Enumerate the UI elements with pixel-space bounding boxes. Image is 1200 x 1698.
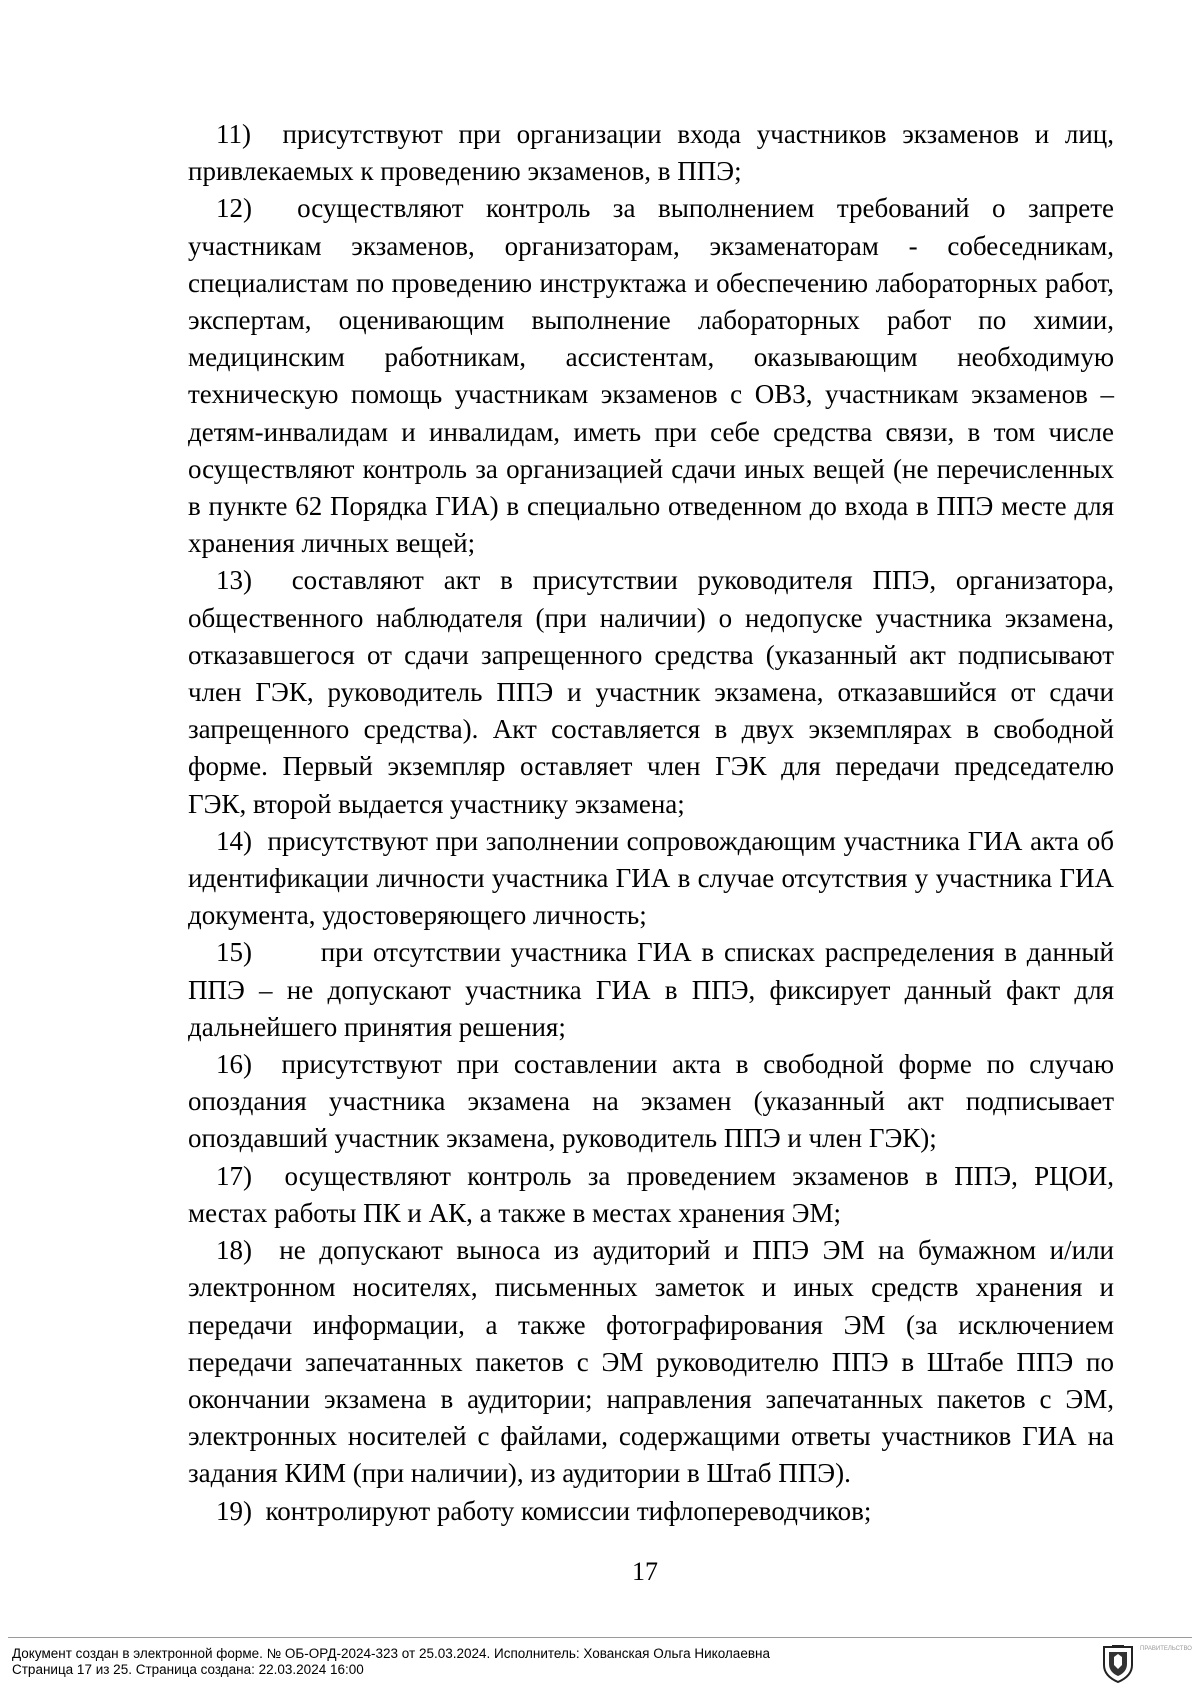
item-number: 13) <box>216 565 252 596</box>
list-item <box>188 1158 1114 1232</box>
item-number: 14) <box>216 825 252 856</box>
item-text: осуществляют контроль за выполнением требований о запрете участникам экзаменов, организаторам, экзаменаторам - собеседникам, специалистам по проведению инструктажа и обеспечению лабораторных работ, экспертам, оценивающим выполнение лабораторных работ по химии, медицинским работникам, ассистентам, оказывающим необходимую техническую помощь участникам экзаменов с ОВЗ, участникам экзаменов – детям-инвалидам и инвалидам, иметь при себе средства связи, в том числе осуществляют контроль за организацией сдачи иных вещей (не перечисленных в пункте 62 Порядка ГИА) в специально отведенном до входа в ППЭ месте для хранения личных вещей; <box>188 193 1115 559</box>
list-item <box>188 934 1114 1046</box>
item-number: 15) <box>216 937 252 968</box>
list-item <box>188 190 1114 562</box>
list-item <box>188 1232 1114 1492</box>
list-item <box>188 1046 1114 1158</box>
footer-document-info: Документ создан в электронной форме. № ОБ-ОРД-2024-323 от 25.03.2024. Исполнитель: Хованская Ольга Николаевна <box>12 1646 770 1661</box>
item-text: при отсутствии участника ГИА в списках распределения в данный ППЭ – не допускают участника ГИА в ППЭ, фиксирует данный факт для дальнейшего принятия решения; <box>188 937 1114 1042</box>
item-text: присутствуют при составлении акта в свободной форме по случаю опоздания участника экзамена на экзамен (указанный акт подписывает опоздавший участник экзамена, руководитель ППЭ и член ГЭК); <box>188 1049 1114 1154</box>
item-text: контролируют работу комиссии тифлопереводчиков; <box>265 1495 872 1526</box>
list-item <box>188 562 1114 822</box>
item-number: 16) <box>216 1049 252 1080</box>
page-number: 17 <box>632 1557 658 1586</box>
item-text: осуществляют контроль за проведением экзаменов в ППЭ, РЦОИ, местах работы ПК и АК, а также в местах хранения ЭМ; <box>188 1160 1114 1228</box>
list-item <box>188 116 1114 190</box>
coat-of-arms-icon <box>1100 1643 1136 1683</box>
list-item <box>188 1493 1114 1530</box>
item-text: не допускают выноса из аудиторий и ППЭ ЭМ на бумажном и/или электронном носителях, письменных заметок и иных средств хранения и передачи информации, а также фотографирования ЭМ (за исключением передачи запечатанных пакетов с ЭМ руководителю ППЭ в Штабе ППЭ по окончании экзамена в аудитории; направления запечатанных пакетов с ЭМ, электронных носителей с файлами, содержащими ответы участников ГИА на задания КИМ (при наличии), из аудитории в Штаб ППЭ). <box>188 1235 1115 1489</box>
document-footer <box>12 1646 1072 1678</box>
list-item <box>188 823 1114 935</box>
item-text: присутствуют при организации входа участников экзаменов и лиц, привлекаемых к проведению экзаменов, в ППЭ; <box>188 119 1114 187</box>
footer-page-info: Страница 17 из 25. Страница создана: 22.03.2024 16:00 <box>12 1662 364 1677</box>
item-number: 19) <box>216 1495 252 1526</box>
item-number: 11) <box>216 119 251 149</box>
item-number: 17) <box>216 1160 252 1191</box>
item-text: присутствуют при заполнении сопровождающим участника ГИА акта об идентификации личности участника ГИА в случае отсутствия у участника ГИА документа, удостоверяющего личность; <box>188 825 1114 931</box>
emblem-caption: ПРАВИТЕЛЬСТВО <box>1140 1646 1192 1652</box>
item-text: составляют акт в присутствии руководителя ППЭ, организатора, общественного наблюдателя (при наличии) о недопуске участника экзамена, отказавшегося от сдачи запрещенного средства (указанный акт подписывают член ГЭК, руководитель ППЭ и участник экзамена, отказавшийся от сдачи запрещенного средства). Акт составляется в двух экземплярах в свободной форме. Первый экземпляр оставляет член ГЭК для передачи председателю ГЭК, второй выдается участнику экзамена; <box>188 565 1115 819</box>
footer-divider <box>8 1637 1192 1638</box>
item-number: 12) <box>216 193 252 224</box>
document-body <box>188 116 1114 1530</box>
item-number: 18) <box>216 1235 252 1266</box>
